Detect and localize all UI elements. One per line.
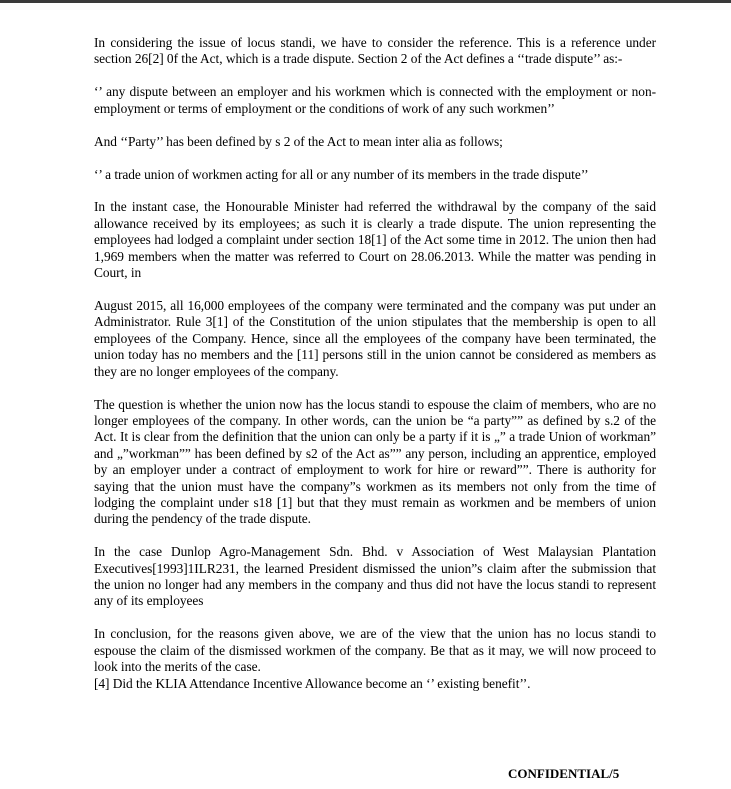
page-footer: CONFIDENTIAL/5: [508, 766, 620, 781]
paragraph-instant-case: In the instant case, the Honourable Minister had referred the withdrawal by the company of the said allowance received by its employees; as such it is clearly a trade dispute. The union representing the employees had lodged a complaint under section 18[1] of the Act some time in 2012. The union then had 1,969 members when the matter was referred to Court on 28.06.2013. While the matter was pending in Court, in: [94, 199, 656, 281]
paragraph-conclusion: In conclusion, for the reasons given above, we are of the view that the union has no locus standi to espouse the claim of the dismissed workmen of the company. Be that as it may, we will now proceed to look into the merits of the case.: [94, 626, 656, 675]
paragraph-termination: August 2015, all 16,000 employees of the company were terminated and the company was put under an Administrator. Rule 3[1] of the Constitution of the union stipulates that the membership is open to all employees of the Company. Hence, since all the employees of the company have been terminated, the union today has no members and the [11] persons still in the union cannot be considered as members as they are no longer employees of the company.: [94, 297, 656, 379]
paragraph-locus-standi: In considering the issue of locus standi, we have to consider the reference. This is a reference under section 26[2] 0f the Act, which is a trade dispute. Section 2 of the Act defines a ‘‘trade dispute’’ as:-: [94, 35, 656, 67]
document-body: [94, 35, 656, 692]
paragraph-party-intro: And ‘‘Party’’ has been defined by s 2 of the Act to mean inter alia as follows;: [94, 133, 503, 149]
paragraph-question: The question is whether the union now has the locus standi to espouse the claim of members, who are no longer employees of the company. In other words, can the union be “a party”” as defined by s.2 of the Act. It is clear from the definition that the union can only be a party if it is „” a trade Union of workman” and „”workman”” has been defined by s2 of the Act as”” any person, including an apprentice, employed by an employer under a contract of employment to work for hire or reward””. There is authority for saying that the union must have the company”s workmen as its members not only from the time of lodging the complaint under s18 [1] but that they must remain as workmen and be members of union during the pendency of the trade dispute.: [94, 396, 656, 527]
paragraph-trade-dispute-definition: ‘’ any dispute between an employer and his workmen which is connected with the employment or non-employment or terms of employment or the conditions of work of any such workmen’’: [94, 84, 656, 116]
paragraph-issue-heading: [4] Did the KLIA Attendance Incentive Allowance become an ‘’ existing benefit’’.: [94, 675, 531, 691]
paragraph-party-definition: ‘’ a trade union of workmen acting for all or any number of its members in the trade dispute’’: [94, 166, 589, 182]
top-border: [0, 0, 731, 3]
paragraph-dunlop-case: In the case Dunlop Agro-Management Sdn. Bhd. v Association of West Malaysian Plantation Executives[1993]1ILR231, the learned President dismissed the union”s claim after the submission that the union no longer had any members in the company and thus did not have the locus standi to represent any of its employees: [94, 544, 656, 609]
